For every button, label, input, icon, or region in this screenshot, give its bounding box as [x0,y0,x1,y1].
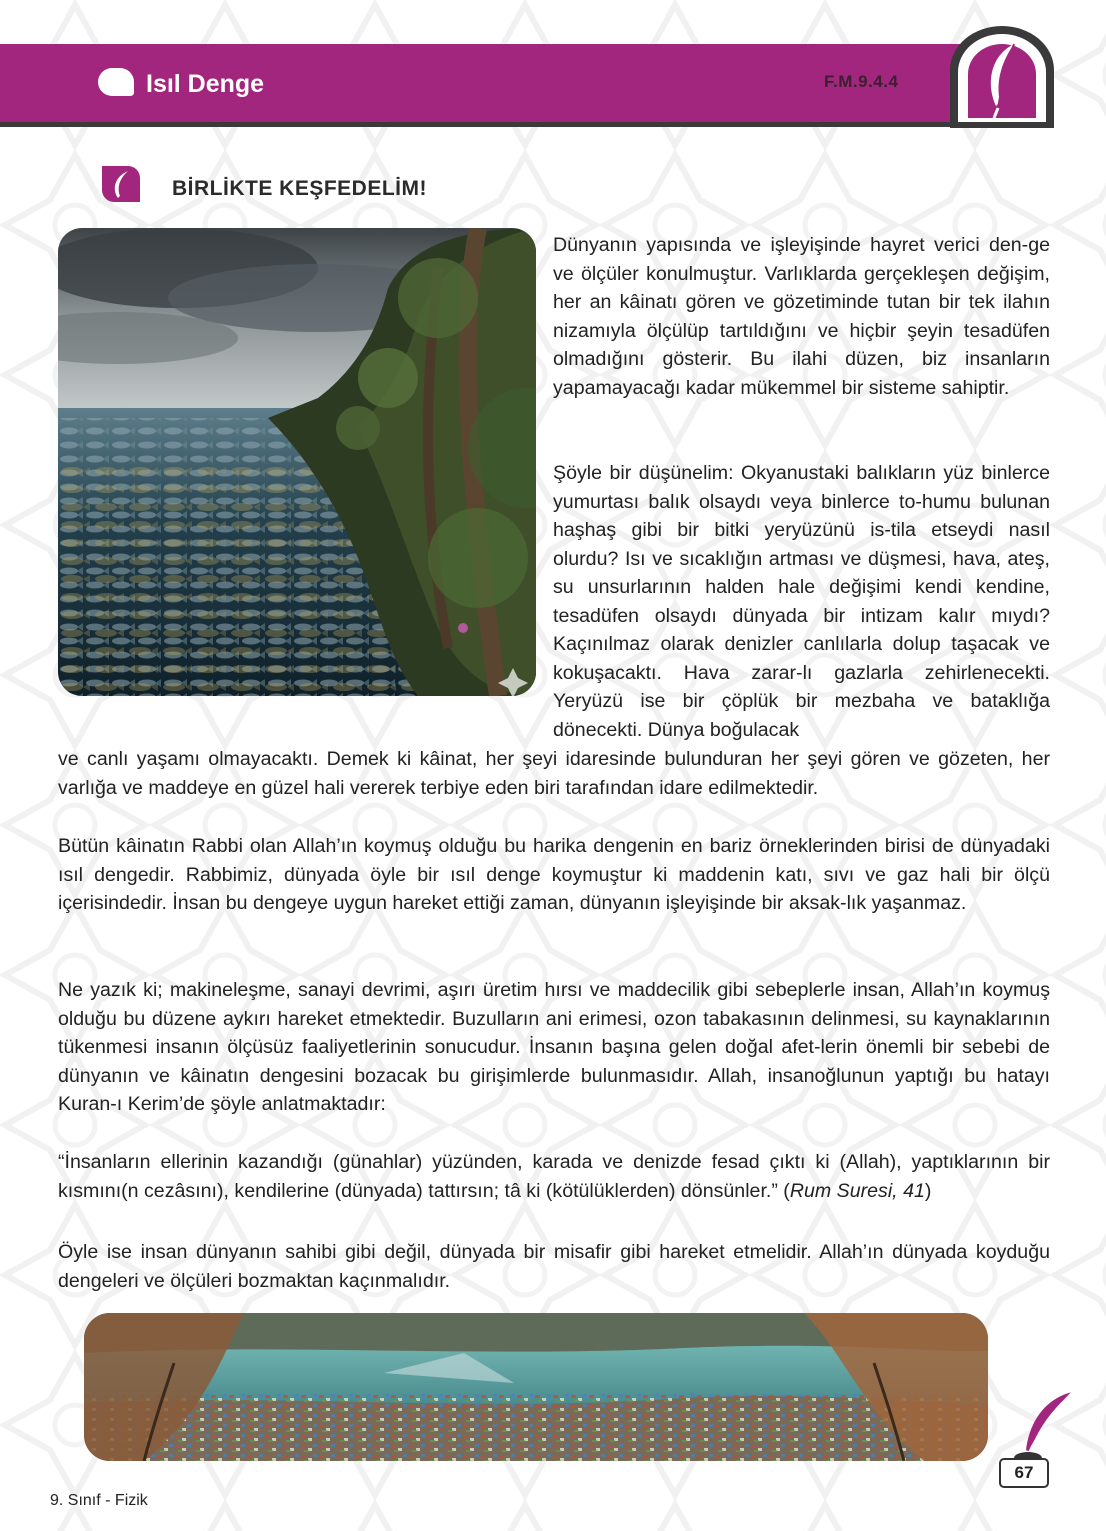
polluted-lake-image [84,1313,988,1461]
paragraph-think: Şöyle bir düşünelim: Okyanustaki balıkların yüz binlerce yumurtası balık olsaydı veya binlerce to-humu bulunan haşhaş gibi bir bitki yeryüzünü is-tila etseydi nasıl olurdu? Isı ve sıcaklığın artması ve düşmesi, hava, ateş, su unsurlarının halden hale değişimi kendi kendine, tesadüfen olsaydı dünyada bir intizam kalır mıydı? Kaçınılmaz olarak denizler canlılarla dolup taşacak ve kokuşacaktı. Hava zarar-lı gazlarla zehirlenecekti. Yeryüzü ise bir çöplük bir mezbaha ve bataklığa dönecekti. Dünya boğulacak [553,462,1050,741]
paragraph-intro: Dünyanın yapısında ve işleyişinde hayret verici den-ge ve ölçüler konulmuştur. Varlıklarda gerçekleşen değişim, her an kâinatı gören ve gözetiminde tutan bir tek ilahın nizamıyla ölçülüp tartıldığını ve hiçbir şeyin tesadüfen olmadığını gösterir. Bu ilahi düzen, biz insanların yapamayacağı kadar mükemmel bir sisteme sahiptir. [553,234,1050,399]
header-tab-shape [98,68,134,96]
quill-badge-icon [940,22,1064,128]
quill-icon [1008,1388,1078,1468]
paragraph-thermal-balance: Bütün kâinatın Rabbi olan Allah’ın koymuş olduğu bu harika dengenin en bariz örneklerinden birisi de dünyadaki ısıl dengedir. Rabbimiz, dünyada öyle bir ısıl denge koymuştur ki maddenin katı, sıvı ve gaz hali bir ölçü içerisindedir. İnsan bu dengeye uygun hareket ettiği zaman, dünyanın işleyişinde bir aksak-lık yaşanmaz. [58,835,1050,914]
header-band [0,44,960,122]
paragraph-think-continued: ve canlı yaşamı olmayacaktı. Demek ki kâinat, her şeyi idaresinde bulunduran her şeyi gören ve gözeten, her varlığa ve maddeye en güzel hali vererek terbiye eden biri tarafından idare edilmektedir. [58,748,1050,799]
ocean-forest-image [58,228,536,696]
quote-reference: Rum Suresi, 41 [789,1179,925,1202]
paragraph-quote [58,1148,1050,1205]
page-title: Isıl Denge [146,70,265,98]
quill-icon [98,162,142,204]
curriculum-code: F.M.9.4.4 [824,72,899,91]
quote-close: ) [924,1179,932,1202]
course-label: 9. Sınıf - Fizik [50,1492,148,1509]
section-title: BİRLİKTE KEŞFEDELİM! [172,177,427,200]
paragraph-conclusion: Öyle ise insan dünyanın sahibi gibi değil, dünyada bir misafir gibi hareket etmelidir. Allah’ın dünyada koyduğu dengeleri ve ölçüleri bozmaktan kaçınmalıdır. [58,1241,1050,1292]
paragraph-human-impact: Ne yazık ki; makineleşme, sanayi devrimi, aşırı üretim hırsı ve maddecilik gibi sebeplerle insan, Allah’ın koymuş olduğu bu düzene aykırı hareket etmektedir. Buzulların ani erimesi, ozon tabakasının delinmesi, su kaynaklarının tükenmesi insanın ölçüsüz faaliyetlerinin sonucudur. İnsanın başına gelen doğal afet-lerin önemli bir sebebi de dünyanın ve kâinatın dengesini bozacak bu girişimlerde bulunmasıdır. Allah, insanoğlunun yaptığı bu hatayı Kuran-ı Kerim’de şöyle anlatmaktadır: [58,979,1050,1115]
quote-text: “İnsanların ellerinin kazandığı (günahlar) yüzünden, karada ve denizde fesad çıktı ki (Allah), yaptıklarının bir kısmını(n cezâsını), kendilerine (dünyada) tattırsın; tâ ki (kötülüklerden) dönsünler.” ( [58,1151,1050,1202]
page-number: 67 [999,1458,1049,1488]
